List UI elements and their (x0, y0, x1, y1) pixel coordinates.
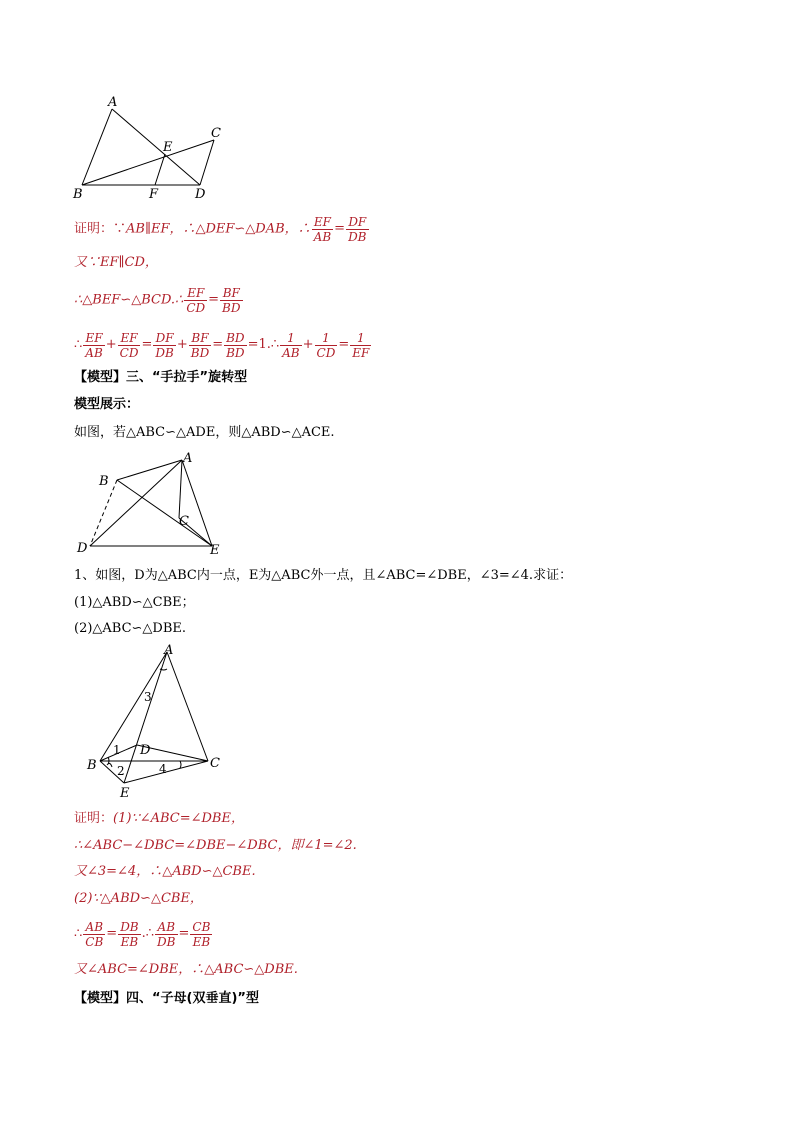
label-d: D (195, 187, 206, 202)
proof1-line1 (74, 210, 370, 248)
plus: + (105, 337, 117, 352)
equals: = (141, 337, 153, 352)
plus: + (302, 337, 314, 352)
text: AB∥EF， (126, 221, 183, 237)
fraction: $\frac{DF}{DB}$ (348, 214, 367, 244)
equals: = (178, 926, 190, 941)
equals: = (212, 337, 224, 352)
fraction: $\frac{BF}{BD}$ (222, 285, 241, 315)
proof2-line4: (2)∵△ABD∽△CBE， (74, 891, 203, 906)
segment-bc (82, 140, 214, 185)
label-e: E (210, 543, 220, 558)
proof-prefix: 证明： (74, 811, 114, 826)
text: ∴△BEF∽△BCD.∴ (74, 292, 184, 308)
problem1-part2: (2)△ABC∽△DBE. (74, 621, 187, 636)
fraction: $\frac{1}{CD}$ (316, 330, 336, 360)
proof1-line4 (74, 326, 372, 364)
equals: = (334, 221, 346, 236)
proof-prefix: 证明：∵ (74, 221, 127, 237)
label-c: C (210, 756, 220, 771)
label-a: A (108, 95, 118, 110)
segment-ab (117, 460, 182, 480)
fraction: $\frac{AB}{CB}$ (85, 919, 104, 949)
equals: = (208, 292, 220, 307)
fraction: $\frac{DF}{DB}$ (155, 330, 174, 360)
label-c: C (211, 126, 221, 141)
fraction: $\frac{EF}{AB}$ (85, 330, 103, 360)
text: (1)∵∠ABC=∠DBE， (113, 811, 244, 826)
angle-mark-2 (107, 763, 112, 767)
label-d: D (77, 541, 88, 556)
model3-heading: 【模型】三、“手拉手”旋转型 (74, 370, 248, 385)
label-a: A (183, 451, 193, 466)
proof1-line3 (74, 281, 244, 319)
fraction: $\frac{EF}{CD}$ (119, 330, 139, 360)
label-c: C (179, 514, 189, 529)
model4-heading: 【模型】四、“子母(双垂直)”型 (74, 991, 259, 1006)
label-f: F (149, 187, 159, 202)
segment-ad (90, 460, 182, 546)
text: .∴ (141, 926, 155, 941)
segment-ab (82, 109, 112, 185)
segment-cd (200, 140, 214, 185)
label-d: D (140, 743, 151, 758)
label-angle-1: 1 (113, 743, 121, 757)
segment-ac (179, 460, 182, 518)
problem1-part1: (1)△ABD∽△CBE； (74, 595, 195, 610)
proof1-line2: 又∵EF∥CD， (74, 255, 158, 270)
proof2-line6: 又∠ABC=∠DBE，∴△ABC∽△DBE. (74, 962, 298, 977)
label-angle-2: 2 (117, 764, 125, 778)
figure-2-diagram (72, 448, 232, 560)
label-e: E (163, 140, 173, 155)
label-angle-4: 4 (159, 762, 167, 776)
text: =1.∴ (247, 337, 280, 352)
segment-ad (112, 109, 200, 185)
angle-mark-4 (180, 761, 181, 768)
proof2-line3: 又∠3=∠4，∴△ABD∽△CBE. (74, 864, 256, 879)
fraction: $\frac{BF}{BD}$ (190, 330, 210, 360)
proof2-line5 (74, 915, 213, 953)
figure-3-diagram (80, 640, 240, 805)
segment-ab (100, 652, 167, 761)
proof2-line1 (74, 810, 244, 828)
segment-bd-dashed (90, 480, 117, 546)
text: ∴ (74, 337, 83, 353)
label-angle-3: 3 (144, 690, 152, 704)
label-e: E (120, 786, 130, 801)
angle-mark-3 (160, 669, 167, 670)
fraction: $\frac{AB}{DB}$ (157, 919, 176, 949)
label-b: B (87, 758, 97, 773)
text: ∴△DEF∽△DAB，∴ (182, 221, 311, 237)
fraction: $\frac{1}{AB}$ (282, 330, 300, 360)
model3-statement: 如图，若△ABC∽△ADE，则△ABD∽△ACE. (74, 425, 335, 440)
model3-display-label: 模型展示： (74, 397, 140, 412)
fraction: $\frac{BD}{BD}$ (226, 330, 245, 360)
label-a: A (164, 643, 174, 658)
proof2-line2: ∴∠ABC−∠DBC=∠DBE−∠DBC，即∠1=∠2. (74, 838, 357, 853)
equals: = (106, 926, 118, 941)
fraction: $\frac{CB}{EB}$ (192, 919, 211, 949)
plus: + (176, 337, 188, 352)
segment-be (117, 480, 212, 546)
label-b: B (99, 474, 109, 489)
label-b: B (73, 187, 83, 202)
equals: = (338, 337, 350, 352)
fraction: $\frac{DB}{EB}$ (120, 919, 139, 949)
fraction: $\frac{EF}{AB}$ (313, 214, 332, 244)
fraction: $\frac{EF}{CD}$ (186, 285, 206, 315)
problem1-stem: 1、如图，D为△ABC内一点，E为△ABC外一点，且∠ABC=∠DBE，∠3=∠4.求证： (74, 568, 573, 583)
segment-ac (167, 652, 208, 761)
figure-1-diagram (70, 92, 240, 204)
text: ∴ (74, 926, 83, 942)
fraction: $\frac{1}{EF}$ (352, 330, 370, 360)
